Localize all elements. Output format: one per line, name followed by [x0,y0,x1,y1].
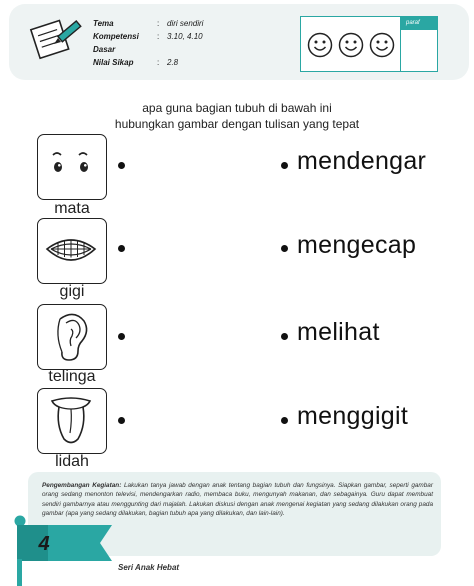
nilai-value: 2.8 [167,58,179,67]
kd-row [93,30,203,56]
nilai-row [93,56,203,69]
label-lidah: lidah [55,453,89,470]
right-connect-dot[interactable] [281,245,288,252]
tema-value: diri sendiri [167,19,204,28]
left-connect-dot[interactable] [118,245,125,252]
pencil-note-icon [27,14,83,62]
nilai-label: Nilai Sikap [93,58,134,67]
word-menggigit: menggigit [297,402,409,430]
paraf-label: paraf [401,17,437,30]
smiley-icon[interactable] [307,32,333,58]
label-gigi: gigi [59,283,85,300]
tema-row [93,17,203,30]
left-connect-dot[interactable] [118,417,125,424]
smiley-icon[interactable] [369,32,395,58]
page-number: 4 [38,533,50,555]
picture-box-ear [37,304,107,370]
development-title: Pengembangan Kegiatan: [42,482,122,489]
tongue-icon [38,389,104,451]
page-ribbon-icon [8,513,123,586]
header-panel [9,4,469,80]
kd-label: Kompetensi Dasar [93,32,139,54]
right-connect-dot[interactable] [281,162,288,169]
series-name: Seri Anak Hebat [118,563,180,572]
eyes-icon [38,135,104,197]
tema-colon: : [157,19,160,28]
smiley-rating-box [300,16,400,72]
label-telinga: telinga [48,368,96,385]
paraf-box[interactable] [400,16,438,72]
picture-box-eyes [37,134,107,200]
info-block [93,17,203,69]
word-mendengar: mendengar [297,147,427,175]
left-connect-dot[interactable] [118,162,125,169]
nilai-colon: : [157,58,160,67]
smiley-icon[interactable] [338,32,364,58]
left-connect-dot[interactable] [118,333,125,340]
picture-box-teeth [37,218,107,284]
teeth-icon [38,219,104,281]
picture-box-tongue [37,388,107,454]
kd-value: 3.10, 4.10 [167,32,203,41]
right-connect-dot[interactable] [281,417,288,424]
kd-colon: : [157,32,160,41]
instruction-line-2: hubungkan gambar dengan tulisan yang tepat [114,117,360,131]
word-mengecap: mengecap [297,231,417,259]
development-body: Lakukan tanya jawab dengan anak tentang bagian tubuh dan fungsinya. Siapkan gambar, seperti gambar orang sedang menonton televisi, mendengarkan radio, membaca buku, mengunyah makanan, dan sebagainya. Guru dapat membuat sendiri gambarnya atau menggunting dari majalah. Lakukan diskusi dengan anak mengenai kegiatan yang sedang dilakukan orang pada gambar (apa yang sedang dilakukan, bagian tubuh apa yang dilakukan, dan lain-lain). [42,482,433,517]
label-mata: mata [54,200,90,217]
right-connect-dot[interactable] [281,333,288,340]
ear-icon [38,305,104,367]
instruction-line-1: apa guna bagian tubuh di bawah ini [142,101,332,115]
word-melihat: melihat [297,318,380,346]
tema-label: Tema [93,19,114,28]
